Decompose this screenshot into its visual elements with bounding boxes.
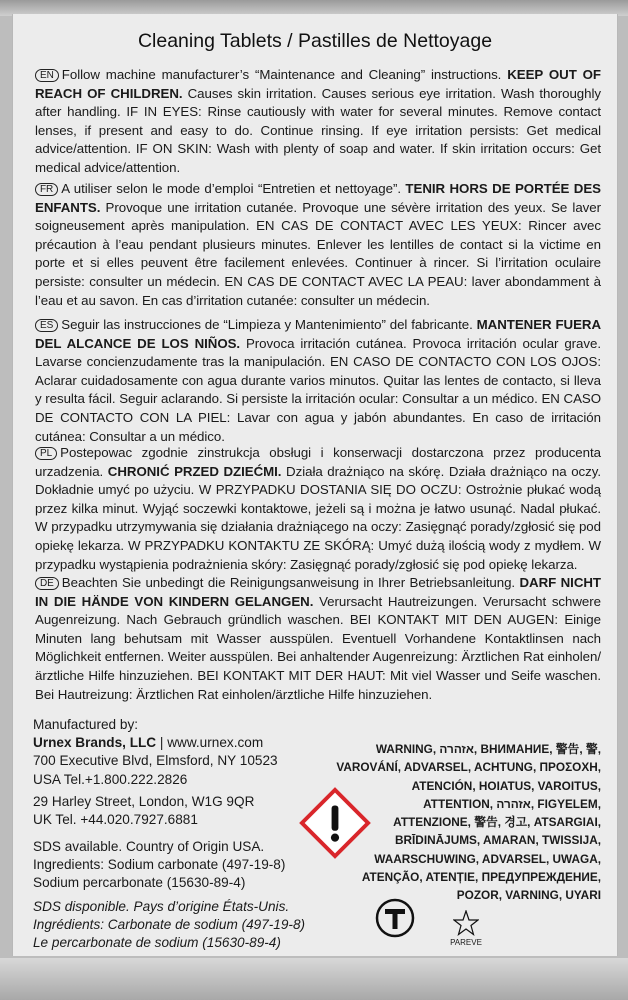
- sds-block-fr: [33, 898, 305, 953]
- label-panel: [12, 14, 618, 956]
- pl-body: Działa drażniąco na skórę. Działa drażniąco na oczy. Dokładnie umyć po użyciu. W PRZYPADKU DOSTANIA SIĘ DO OCZU: Ostrożnie płukać wodą przez kilka minut. Wyjąć soczewki kontaktowe, jeżeli są i można je łatwo usunąć. Nadal płukać. W przypadku utrzymywania się działania drażniącego na oczy: Zasięgnąć porady/zgłosić się pod opiekę lekarza. W PRZYPADKU KONTAKTU ZE SKÓRĄ: Umyć dużą ilością wody z mydłem. W przypadku wystąpienia podrażnienia skóry: Zasięgnąć porady/zgłosić się pod opiekę lekarza.: [35, 463, 602, 572]
- page-title: Cleaning Tablets / Pastilles de Nettoyage: [137, 30, 493, 52]
- section-en: [35, 66, 601, 178]
- warning-line: WAARSCHUWING, ADVARSEL, UWAGA,: [374, 851, 601, 866]
- warning-line: ATTENZIONE, 警告, 경고, ATSARGIAI,: [393, 815, 601, 830]
- warning-line: ATENÇÃO, ATENȚIE, ПРЕДУПРЕЖДЕНИЕ,: [361, 870, 601, 885]
- fr-intro: A utiliser selon le mode d’emploi “Entretien et nettoyage”.: [61, 181, 406, 196]
- es-warning: MANTENER FUERA DEL ALCANCE DE LOS NIÑOS.: [35, 317, 601, 351]
- warning-line: ATTENTION, אזהרה, FIGYELEM,: [423, 796, 601, 811]
- fr-warning: TENIR HORS DE PORTÉE DES ENFANTS.: [35, 181, 601, 215]
- pareve-mark: [441, 910, 491, 947]
- ingredient-2: Sodium percarbonate (15630-89-4): [33, 875, 246, 891]
- en-intro: Follow machine manufacturer’s “Maintenance and Cleaning” instructions.: [61, 67, 508, 82]
- es-body: Provoca irritación cutánea. Provoca irritación ocular grave. Lavarse concienzudamente tras la manipulación. EN CASO DE CONTACTO CON LOS OJOS: Aclarar cuidadosamente con agua durante varios minutos. Quitar las lentes de contacto, si lleva y resulta fácil. Seguir aclarando. Si persiste la irritación ocular: Consultar a un médico. EN CASO DE CONTACTO CON LA PIEL: Lavar con agua y jabón abundantes. En caso de irritación cutánea: Consultar a un médico.: [35, 335, 601, 444]
- pl-intro: Postepowac zgodnie zinstrukcja obsługi i konserwacji dostarczona przez producenta urzadzenia.: [35, 445, 601, 479]
- lang-code-fr: FR: [35, 183, 58, 196]
- section-de: [35, 574, 601, 704]
- fr-body: Provoque une irritation cutanée. Provoque une sévère irritation des yeux. Se laver soigneusement après manipulation. EN CAS DE CONTACT AVEC LES YEUX: Rincer avec précaution à l’eau pendant plusieurs minutes. Enlever les lentilles de contact si la victime en porte et si elles peuvent être facilement enlevées. Continuer à rincer. Si l’irritation oculaire persiste: consulter un médecin. EN CAS DE CONTACT AVEC LA PEAU: laver abondamment à l’eau et au savon. En cas d’irritation cutanée: consulter un médecin.: [35, 199, 601, 308]
- phone-uk: UK Tel. +44.020.7927.6881: [33, 812, 198, 828]
- en-warning: KEEP OUT OF REACH OF CHILDREN.: [35, 67, 601, 101]
- en-body: Causes skin irritation. Causes serious eye irritation. Wash thoroughly after handling. IF IN EYES: Rinse cautiously with water for several minutes. Remove contact lenses, if present and easy to do. Continue rinsing. If eye irritation persists: Get medical advice/attention. IF ON SKIN: Wash with plenty of soap and water. If skin irritation occurs: Get medical advice/attention.: [35, 85, 601, 175]
- es-intro: Seguir las instrucciones de “Limpieza y Mantenimiento” del fabricante.: [61, 317, 477, 332]
- warning-line: WARNING, אזהרה, ВНИМАНИЕ, 警告, 警,: [375, 742, 601, 756]
- kosher-symbol-icon: [375, 898, 415, 938]
- de-body: Verursacht Hautreizungen. Verursacht schwere Augenreizung. Nach Gebrauch gründlich waschen. BEI KONTAKT MIT DEN AUGEN: Einige Minuten lang behutsam mit Wasser ausspülen. Eventuell Vorhandene Kontaktlinsen nach Möglichkeit entfernen. Weiter ausspülen. Bei anhaltender Augenreizung: Ärztlichen Rat einholen/ärztliche Hilfe hinzuziehen. BEI KONTAKT MIT DER HAUT: Mit viel Wasser und Seife waschen. Bei Hautreizung: Ärztlichen Rat einholen/ärztliche Hilfe hinzuziehen.: [35, 593, 601, 702]
- manufacturer-block: [33, 716, 278, 829]
- lang-code-de: DE: [35, 577, 59, 590]
- manufacturer-label: Manufactured by:: [33, 717, 139, 732]
- pl-warning: CHRONIĆ PRZED DZIEĆMI.: [107, 463, 282, 479]
- pareve-label: PAREVE: [450, 938, 482, 947]
- sds-block: [33, 838, 285, 893]
- ghs-exclamation-icon: [296, 784, 374, 862]
- ingredient-1-fr: Ingrédients: Carbonate de sodium (497-19-8): [33, 917, 306, 933]
- box-bottom-edge: [0, 958, 628, 1000]
- section-fr: [35, 180, 601, 310]
- de-intro: Beachten Sie unbedingt die Reinigungsanweisung in Ihrer Betriebsanleitung.: [61, 575, 520, 590]
- manufacturer-name-line: [33, 734, 278, 752]
- address-uk: 29 Harley Street, London, W1G 9QR: [33, 793, 255, 809]
- section-pl: [35, 444, 601, 574]
- lang-code-pl: PL: [35, 447, 57, 460]
- ingredient-2-fr: Le percarbonate de sodium (15630-89-4): [33, 935, 281, 951]
- address-us: 700 Executive Blvd, Elmsford, NY 10523: [33, 753, 278, 769]
- star-icon: [453, 910, 479, 936]
- warning-line: BRĪDINĀJUMS, AMARAN, TWISSIJA,: [394, 833, 601, 848]
- lang-code-es: ES: [35, 319, 58, 332]
- de-warning: DARF NICHT IN DIE HÄNDE VON KINDERN GELANGEN.: [35, 575, 601, 609]
- manufacturer-website: | www.urnex.com: [156, 735, 264, 751]
- lang-code-en: EN: [35, 69, 59, 82]
- warning-line: ATENCIÓN, HOIATUS, VAROITUS,: [411, 778, 601, 793]
- section-es: [35, 316, 601, 446]
- ingredient-1: Ingredients: Sodium carbonate (497-19-8): [33, 857, 286, 873]
- phone-us: USA Tel.+1.800.222.2826: [33, 771, 188, 787]
- sds-line-fr: SDS disponible. Pays d’origine États-Unis.: [33, 899, 290, 914]
- warning-line: VAROVÁNÍ, ADVARSEL, ACHTUNG, ΠΡΟΣΟΧΗ,: [336, 760, 601, 775]
- sds-line: SDS available. Country of Origin USA.: [33, 839, 265, 854]
- warning-line: POZOR, VARNING, UYARI: [456, 888, 601, 903]
- manufacturer-company: Urnex Brands, LLC: [33, 735, 157, 751]
